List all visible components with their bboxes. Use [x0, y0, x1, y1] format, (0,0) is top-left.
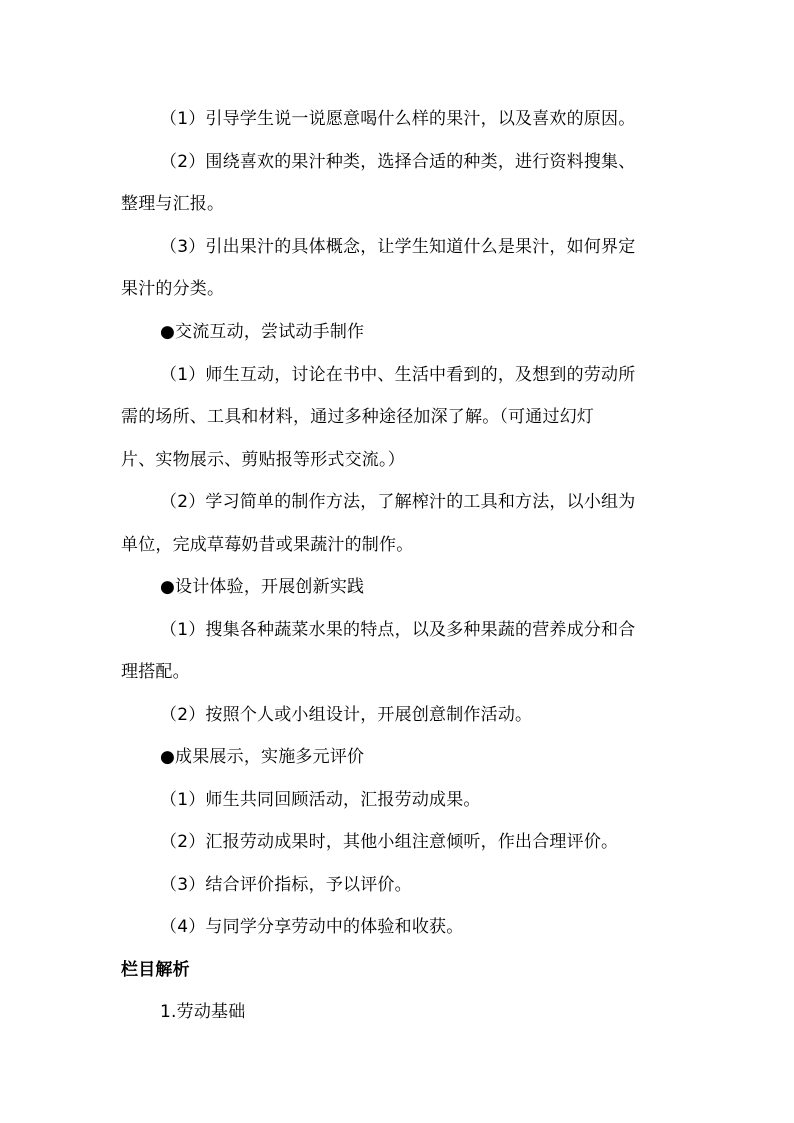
paragraph-line: （3）结合评价指标，予以评价。	[160, 875, 412, 895]
paragraph-line: （3）引出果汁的具体概念，让学生知道什么是果汁，如何界定	[160, 237, 636, 257]
paragraph-line: 整理与汇报。	[121, 194, 225, 214]
bullet-heading: ●设计体验，开展创新实践	[160, 577, 365, 597]
paragraph-line: （4）与同学分享劳动中的体验和收获。	[160, 917, 464, 937]
paragraph-line: 片、实物展示、剪贴报等形式交流。）	[121, 450, 405, 470]
paragraph-line: （1）搜集各种蔬菜水果的特点，以及多种果蔬的营养成分和合	[160, 620, 636, 640]
paragraph-line: 果汁的分类。	[121, 279, 225, 299]
paragraph-line: 需的场所、工具和材料，通过多种途径加深了解。（可通过幻灯	[121, 407, 595, 427]
paragraph-line: （2）学习简单的制作方法，了解榨汁的工具和方法，以小组为	[160, 492, 636, 512]
bullet-heading: ●成果展示，实施多元评价	[160, 747, 365, 767]
paragraph-line: （2）围绕喜欢的果汁种类，选择合适的种类，进行资料搜集、	[160, 152, 636, 172]
paragraph-line: 单位，完成草莓奶昔或果蔬汁的制作。	[121, 535, 414, 555]
paragraph-line: （2）汇报劳动成果时，其他小组注意倾听，作出合理评价。	[160, 832, 619, 852]
paragraph-line: （2）按照个人或小组设计，开展创意制作活动。	[160, 705, 533, 725]
paragraph-line: （1）引导学生说一说愿意喝什么样的果汁，以及喜欢的原因。	[160, 109, 636, 129]
paragraph-line: （1）师生互动，讨论在书中、生活中看到的，及想到的劳动所	[160, 365, 636, 385]
paragraph-line: 理搭配。	[121, 662, 190, 682]
sub-heading: 1.劳动基础	[160, 1002, 246, 1022]
paragraph-line: （1）师生共同回顾活动，汇报劳动成果。	[160, 790, 481, 810]
section-heading: 栏目解析	[121, 960, 190, 980]
bullet-heading: ●交流互动，尝试动手制作	[160, 322, 365, 342]
